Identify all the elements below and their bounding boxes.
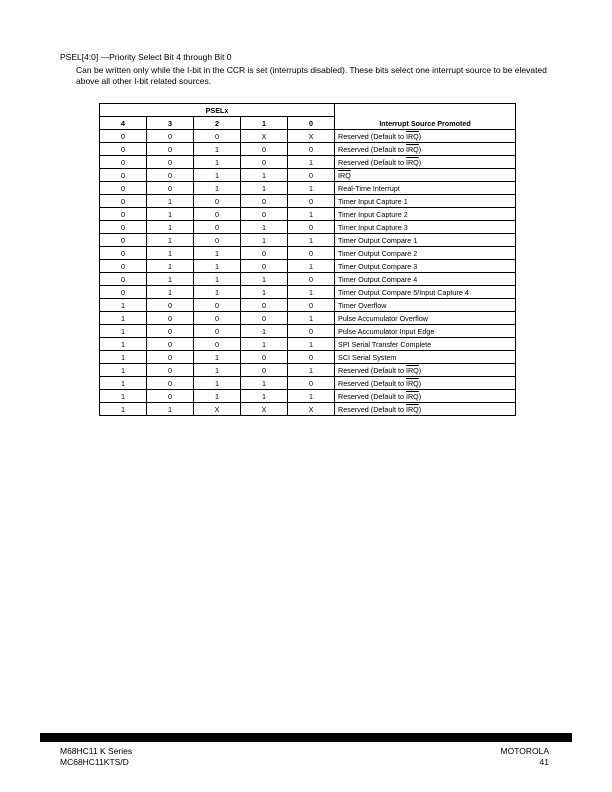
source-text: Reserved (Default to xyxy=(338,131,406,141)
bit-cell: X xyxy=(288,403,335,416)
psel-group-header: PSELx xyxy=(100,104,335,117)
bit-cell: 1 xyxy=(288,260,335,273)
bit-cell: 1 xyxy=(100,390,147,403)
psel-table xyxy=(99,103,516,416)
bit-cell: 1 xyxy=(100,377,147,390)
interrupt-source-cell xyxy=(335,182,516,195)
table-group-header-row xyxy=(100,104,516,117)
bit-cell: 1 xyxy=(288,390,335,403)
source-text: Real-Time Interrupt xyxy=(338,183,400,193)
bit-cell: 1 xyxy=(241,338,288,351)
bit-cell: 0 xyxy=(147,377,194,390)
bit-cell: 1 xyxy=(194,364,241,377)
source-text: ) xyxy=(418,157,422,167)
section-description: Can be written only while the I-bit in the CCR is set (interrupts disabled). These bits select one interrupt source to be elevated above all other I-bit related sources. xyxy=(76,65,547,86)
source-text: ) xyxy=(418,378,422,388)
table-row xyxy=(100,182,516,195)
bit-header: 4 xyxy=(100,117,147,130)
table-row xyxy=(100,221,516,234)
source-text: SPI Serial Transfer Complete xyxy=(338,339,432,349)
source-text: Reserved (Default to xyxy=(338,391,406,401)
bit-cell: 0 xyxy=(100,247,147,260)
bit-cell: X xyxy=(194,403,241,416)
interrupt-source-cell xyxy=(335,325,516,338)
bit-cell: 0 xyxy=(241,156,288,169)
interrupt-source-cell xyxy=(335,130,516,143)
source-text: Reserved (Default to xyxy=(338,378,406,388)
bit-cell: 0 xyxy=(100,195,147,208)
source-text: Reserved (Default to xyxy=(338,157,406,167)
bit-cell: 0 xyxy=(100,156,147,169)
source-text: ) xyxy=(418,131,422,141)
bit-cell: 1 xyxy=(147,247,194,260)
bit-cell: 0 xyxy=(100,130,147,143)
bit-cell: 1 xyxy=(288,156,335,169)
interrupt-source-cell xyxy=(335,156,516,169)
interrupt-source-cell xyxy=(335,260,516,273)
bit-header: 0 xyxy=(288,117,335,130)
interrupt-source-cell xyxy=(335,377,516,390)
bit-cell: 0 xyxy=(194,208,241,221)
bit-cell: 1 xyxy=(194,273,241,286)
source-text: Timer Input Capture 1 xyxy=(338,196,408,206)
interrupt-source-cell xyxy=(335,312,516,325)
bit-cell: 0 xyxy=(147,182,194,195)
bit-cell: 0 xyxy=(241,143,288,156)
source-text: Reserved (Default to xyxy=(338,365,406,375)
interrupt-source-cell xyxy=(335,338,516,351)
bit-cell: 0 xyxy=(241,351,288,364)
table-row xyxy=(100,247,516,260)
interrupt-source-cell xyxy=(335,390,516,403)
interrupt-source-cell xyxy=(335,273,516,286)
bit-cell: 0 xyxy=(100,208,147,221)
bit-header: 1 xyxy=(241,117,288,130)
interrupt-source-cell xyxy=(335,234,516,247)
bit-header: 3 xyxy=(147,117,194,130)
bit-cell: 1 xyxy=(288,364,335,377)
source-text: Timer Output Compare 5/Input Capture 4 xyxy=(338,287,469,297)
bit-cell: 0 xyxy=(288,169,335,182)
footer-doc-id: MC68HC11KTS/D xyxy=(60,757,129,767)
bit-cell: 1 xyxy=(194,351,241,364)
source-text: Timer Input Capture 3 xyxy=(338,222,408,232)
irq-overline-text: $\overline{IRQ}$ xyxy=(405,391,419,401)
bit-cell: 0 xyxy=(241,299,288,312)
bit-cell: 0 xyxy=(100,143,147,156)
bit-cell: 1 xyxy=(147,260,194,273)
bit-cell: 1 xyxy=(241,221,288,234)
bit-cell: 1 xyxy=(100,364,147,377)
source-text: Timer Output Compare 3 xyxy=(338,261,418,271)
table-row xyxy=(100,156,516,169)
footer-series: M68HC11 K Series xyxy=(60,746,133,756)
irq-overline-text: $\overline{IRQ}$ xyxy=(405,404,419,414)
bit-cell: 0 xyxy=(288,351,335,364)
bit-cell: 1 xyxy=(241,377,288,390)
bit-cell: 1 xyxy=(147,195,194,208)
bit-cell: 1 xyxy=(194,182,241,195)
bit-cell: 0 xyxy=(194,234,241,247)
interrupt-source-cell xyxy=(335,247,516,260)
table-row xyxy=(100,325,516,338)
bit-cell: 1 xyxy=(194,286,241,299)
source-text: Timer Output Compare 4 xyxy=(338,274,418,284)
footer-left xyxy=(60,746,132,768)
bit-cell: 1 xyxy=(241,325,288,338)
bit-cell: 0 xyxy=(194,338,241,351)
irq-overline-text: $\overline{IRQ}$ xyxy=(405,378,419,388)
source-text: Reserved (Default to xyxy=(338,144,406,154)
bit-cell: 1 xyxy=(100,351,147,364)
bit-cell: X xyxy=(241,403,288,416)
bit-cell: 1 xyxy=(241,390,288,403)
irq-overline-text: $\overline{IRQ}$ xyxy=(405,365,419,375)
irq-overline-text: $\overline{IRQ}$ xyxy=(338,170,351,180)
bit-cell: 0 xyxy=(194,312,241,325)
table-row xyxy=(100,260,516,273)
bit-cell: 1 xyxy=(241,234,288,247)
bit-cell: 0 xyxy=(288,325,335,338)
table-row xyxy=(100,364,516,377)
bit-cell: 1 xyxy=(194,247,241,260)
table-row xyxy=(100,299,516,312)
bit-cell: 1 xyxy=(288,338,335,351)
source-text: ) xyxy=(418,365,422,375)
bit-cell: 1 xyxy=(194,143,241,156)
bit-cell: 0 xyxy=(241,195,288,208)
bit-cell: 0 xyxy=(147,390,194,403)
bit-cell: 1 xyxy=(194,169,241,182)
bit-cell: 1 xyxy=(194,390,241,403)
bit-cell: 0 xyxy=(241,260,288,273)
bit-cell: 1 xyxy=(288,208,335,221)
table-row xyxy=(100,143,516,156)
bit-cell: 0 xyxy=(288,299,335,312)
section-heading: PSEL[4:0] —Priority Select Bit 4 through Bit 0 xyxy=(60,52,232,62)
bit-cell: 1 xyxy=(100,403,147,416)
table-row xyxy=(100,351,516,364)
bit-cell: 0 xyxy=(100,221,147,234)
bit-cell: 1 xyxy=(100,312,147,325)
bit-cell: 0 xyxy=(288,221,335,234)
source-text: Timer Input Capture 2 xyxy=(338,209,408,219)
bit-cell: 0 xyxy=(147,143,194,156)
bit-cell: 0 xyxy=(288,247,335,260)
source-text: Reserved (Default to xyxy=(338,404,406,414)
bit-cell: 0 xyxy=(147,312,194,325)
interrupt-source-cell xyxy=(335,143,516,156)
bit-cell: 1 xyxy=(100,338,147,351)
footer-right xyxy=(501,746,550,768)
bit-cell: 1 xyxy=(147,286,194,299)
bit-cell: 0 xyxy=(147,364,194,377)
source-text: ) xyxy=(418,391,422,401)
bit-cell: 1 xyxy=(194,260,241,273)
footer-brand: MOTOROLA xyxy=(500,746,549,756)
table-row xyxy=(100,195,516,208)
table-row xyxy=(100,286,516,299)
table-row xyxy=(100,338,516,351)
bit-cell: 1 xyxy=(147,221,194,234)
source-text: Pulse Accumulator Overflow xyxy=(338,313,428,323)
table-row xyxy=(100,390,516,403)
bit-cell: 0 xyxy=(194,130,241,143)
table-row xyxy=(100,403,516,416)
bit-cell: 0 xyxy=(147,325,194,338)
interrupt-source-cell xyxy=(335,403,516,416)
bit-cell: 1 xyxy=(288,182,335,195)
bit-cell: 0 xyxy=(194,325,241,338)
bit-cell: 1 xyxy=(147,273,194,286)
bit-cell: 0 xyxy=(147,130,194,143)
bit-cell: 1 xyxy=(241,182,288,195)
bit-cell: 0 xyxy=(241,208,288,221)
source-text: Timer Output Compare 2 xyxy=(338,248,418,258)
bit-cell: 0 xyxy=(100,182,147,195)
page-number: 41 xyxy=(539,757,549,767)
bit-cell: X xyxy=(241,130,288,143)
bit-cell: 0 xyxy=(194,221,241,234)
table-row xyxy=(100,312,516,325)
bit-cell: 0 xyxy=(194,195,241,208)
bit-cell: 0 xyxy=(288,273,335,286)
bit-cell: 0 xyxy=(100,273,147,286)
bit-cell: 1 xyxy=(147,234,194,247)
interrupt-source-cell xyxy=(335,351,516,364)
psel-table-body xyxy=(100,130,516,416)
bit-cell: 1 xyxy=(100,299,147,312)
bit-cell: 1 xyxy=(194,377,241,390)
bit-cell: 0 xyxy=(147,169,194,182)
table-row xyxy=(100,273,516,286)
bit-cell: 0 xyxy=(288,143,335,156)
bit-cell: 1 xyxy=(194,156,241,169)
bit-cell: 0 xyxy=(100,286,147,299)
source-text: Timer Overflow xyxy=(338,300,387,310)
bit-header: 2 xyxy=(194,117,241,130)
bit-cell: 1 xyxy=(241,169,288,182)
table-row xyxy=(100,208,516,221)
footer-bar xyxy=(40,733,572,742)
source-text: ) xyxy=(418,144,422,154)
bit-cell: 0 xyxy=(288,195,335,208)
bit-cell: 0 xyxy=(241,247,288,260)
bit-cell: 0 xyxy=(100,260,147,273)
irq-overline-text: $\overline{IRQ}$ xyxy=(405,131,419,141)
source-text: Pulse Accumulator Input Edge xyxy=(338,326,435,336)
source-text: ) xyxy=(418,404,422,414)
bit-cell: 0 xyxy=(147,338,194,351)
bit-cell: 1 xyxy=(147,208,194,221)
bit-cell: 0 xyxy=(147,351,194,364)
bit-cell: 0 xyxy=(100,234,147,247)
bit-cell: 1 xyxy=(100,325,147,338)
bit-cell: 0 xyxy=(100,169,147,182)
bit-cell: 0 xyxy=(194,299,241,312)
irq-overline-text: $\overline{IRQ}$ xyxy=(405,157,419,167)
bit-cell: 0 xyxy=(241,364,288,377)
bit-cell: 0 xyxy=(288,377,335,390)
bit-cell: 1 xyxy=(241,286,288,299)
irq-overline-text: $\overline{IRQ}$ xyxy=(405,144,419,154)
source-text: SCI Serial System xyxy=(338,352,397,362)
bit-cell: 0 xyxy=(147,156,194,169)
bit-cell: 0 xyxy=(147,299,194,312)
bit-cell: 1 xyxy=(288,234,335,247)
table-row xyxy=(100,130,516,143)
bit-cell: 0 xyxy=(241,312,288,325)
interrupt-source-cell xyxy=(335,364,516,377)
table-row xyxy=(100,377,516,390)
interrupt-source-cell xyxy=(335,299,516,312)
bit-cell: 1 xyxy=(241,273,288,286)
interrupt-source-cell xyxy=(335,286,516,299)
bit-cell: 1 xyxy=(147,403,194,416)
bit-cell: X xyxy=(288,130,335,143)
interrupt-source-cell xyxy=(335,221,516,234)
interrupt-source-cell xyxy=(335,195,516,208)
source-column-header: Interrupt Source Promoted xyxy=(335,104,516,130)
interrupt-source-cell xyxy=(335,208,516,221)
table-row xyxy=(100,234,516,247)
source-text: Timer Output Compare 1 xyxy=(338,235,418,245)
interrupt-source-cell xyxy=(335,169,516,182)
bit-cell: 1 xyxy=(288,312,335,325)
bit-cell: 1 xyxy=(288,286,335,299)
table-row xyxy=(100,169,516,182)
